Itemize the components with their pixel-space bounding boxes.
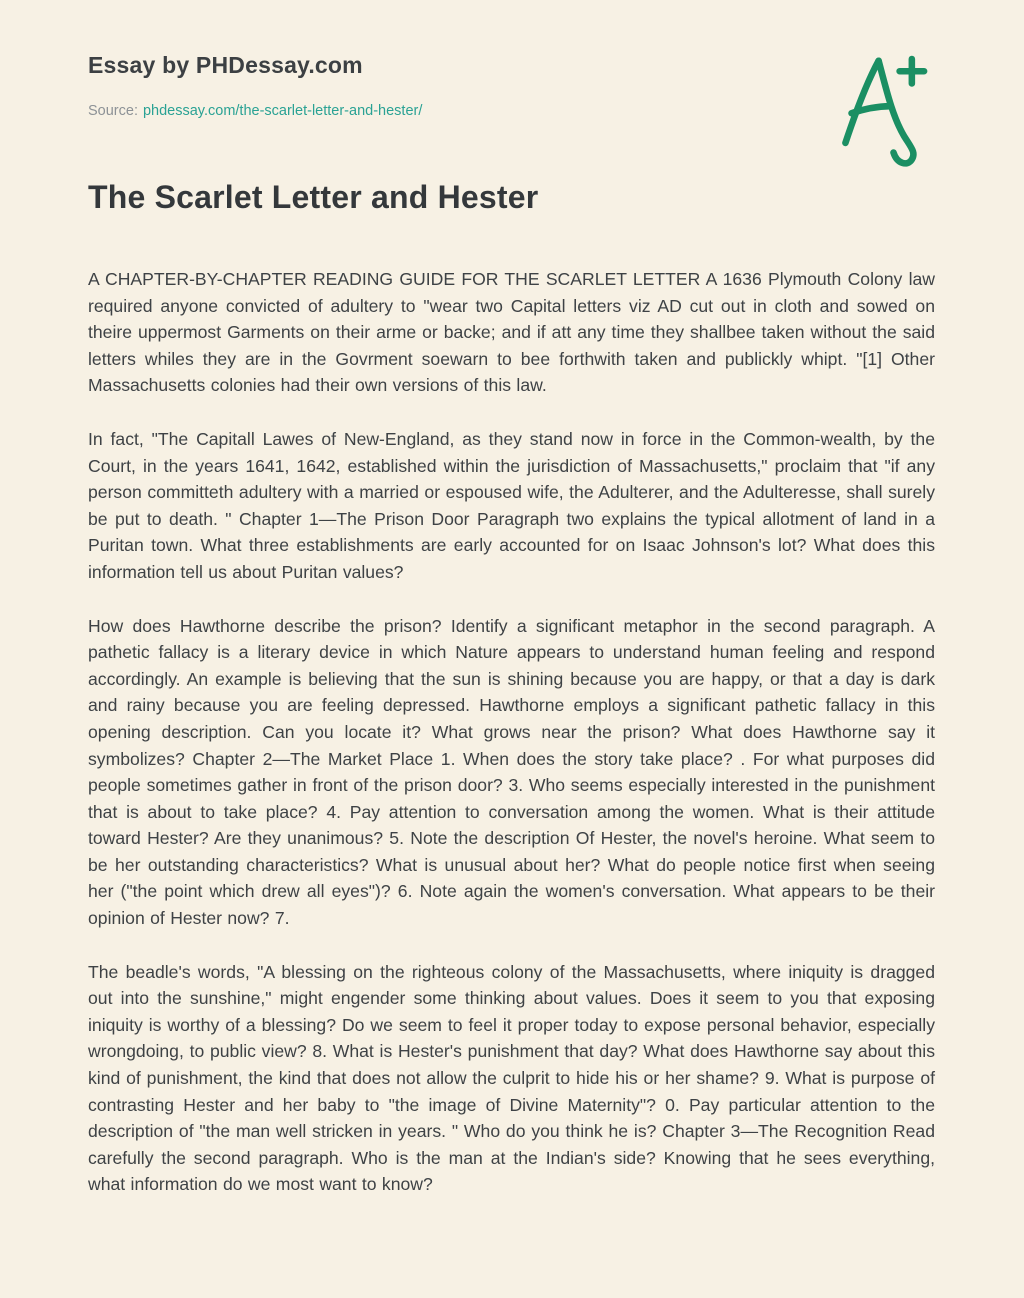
page-header [88, 52, 935, 119]
essay-paragraph-3: How does Hawthorne describe the prison? Identify a significant metaphor in the second paragraph. A pathetic fallacy is a literary device in which Nature appears to understand human feeling and respond accordingly. An example is believing that the sun is shining because you are happy, or that a day is dark and rainy because you are feeling depressed. Hawthorne employs a significant pathetic fallacy in this opening description. Can you locate it? What grows near the prison? What does Hawthorne say it symbolizes? Chapter 2—The Market Place 1. When does the story take place? . For what purposes did people sometimes gather in front of the prison door? 3. Who seems especially interested in the punishment that is about to take place? 4. Pay attention to conversation among the women. What is their attitude toward Hester? Are they unanimous? 5. Note the description Of Hester, the novel's heroine. What seem to be her outstanding characteristics? What is unusual about her? What do people notice first when seeing her ("the point which drew all eyes")? 6. Note again the women's conversation. What appears to be their opinion of Hester now? 7. [88, 615, 935, 929]
essay-paragraph-1: A CHAPTER-BY-CHAPTER READING GUIDE FOR THE SCARLET LETTER A 1636 Plymouth Colony law required anyone convicted of adultery to "wear two Capital letters viz AD cut out in cloth and sowed on theire uppermost Garments on their arme or backe; and if att any time they shallbee taken without the said letters whiles they are in the Govrment soewarn to bee forthwith taken and publickly whipt. "[1] Other Massachusetts colonies had their own versions of this law. [88, 269, 935, 396]
byline: Essay by PHDessay.com [88, 52, 363, 78]
essay-paragraph-4: The beadle's words, "A blessing on the righteous colony of the Massachusetts, where iniquity is dragged out into the sunshine," might engender some thinking about values. Does it seem to you that exposing iniquity is worthy of a blessing? Do we seem to feel it proper today to expose personal behavior, especially wrongdoing, to public view? 8. What is Hester's punishment that day? What does Hawthorne say about this kind of punishment, the kind that does not allow the culprit to hide his or her shame? 9. What is purpose of contrasting Hester and her baby to "the image of Divine Maternity"? 0. Pay particular attention to the description of "the man well stricken in years. " Who do you think he is? Chapter 3—The Recognition Read carefully the second paragraph. Who is the man at the Indian's side? Knowing that he sees everything, what information do we most want to know? [88, 961, 935, 1195]
essay-title: The Scarlet Letter and Hester [88, 179, 539, 215]
source-line [88, 103, 935, 119]
source-link[interactable]: phdessay.com/the-scarlet-letter-and-hester/ [142, 103, 423, 119]
source-label: Source: [88, 103, 138, 119]
essay-body [88, 266, 935, 1198]
a-plus-logo-icon [828, 157, 938, 174]
phdessay-logo [828, 52, 938, 170]
essay-paragraph-2: In fact, "The Capitall Lawes of New-England, as they stand now in force in the Common-wealth, by the Court, in the years 1641, 1642, established within the jurisdiction of Massachusetts," proclaim that "if any person committeth adultery with a married or espoused wife, the Adulterer, and the Adulteresse, shall surely be put to death. " Chapter 1—The Prison Door Paragraph two explains the typical allotment of land in a Puritan town. What three establishments are early accounted for on Isaac Johnson's lot? What does this information tell us about Puritan values? [88, 428, 935, 582]
